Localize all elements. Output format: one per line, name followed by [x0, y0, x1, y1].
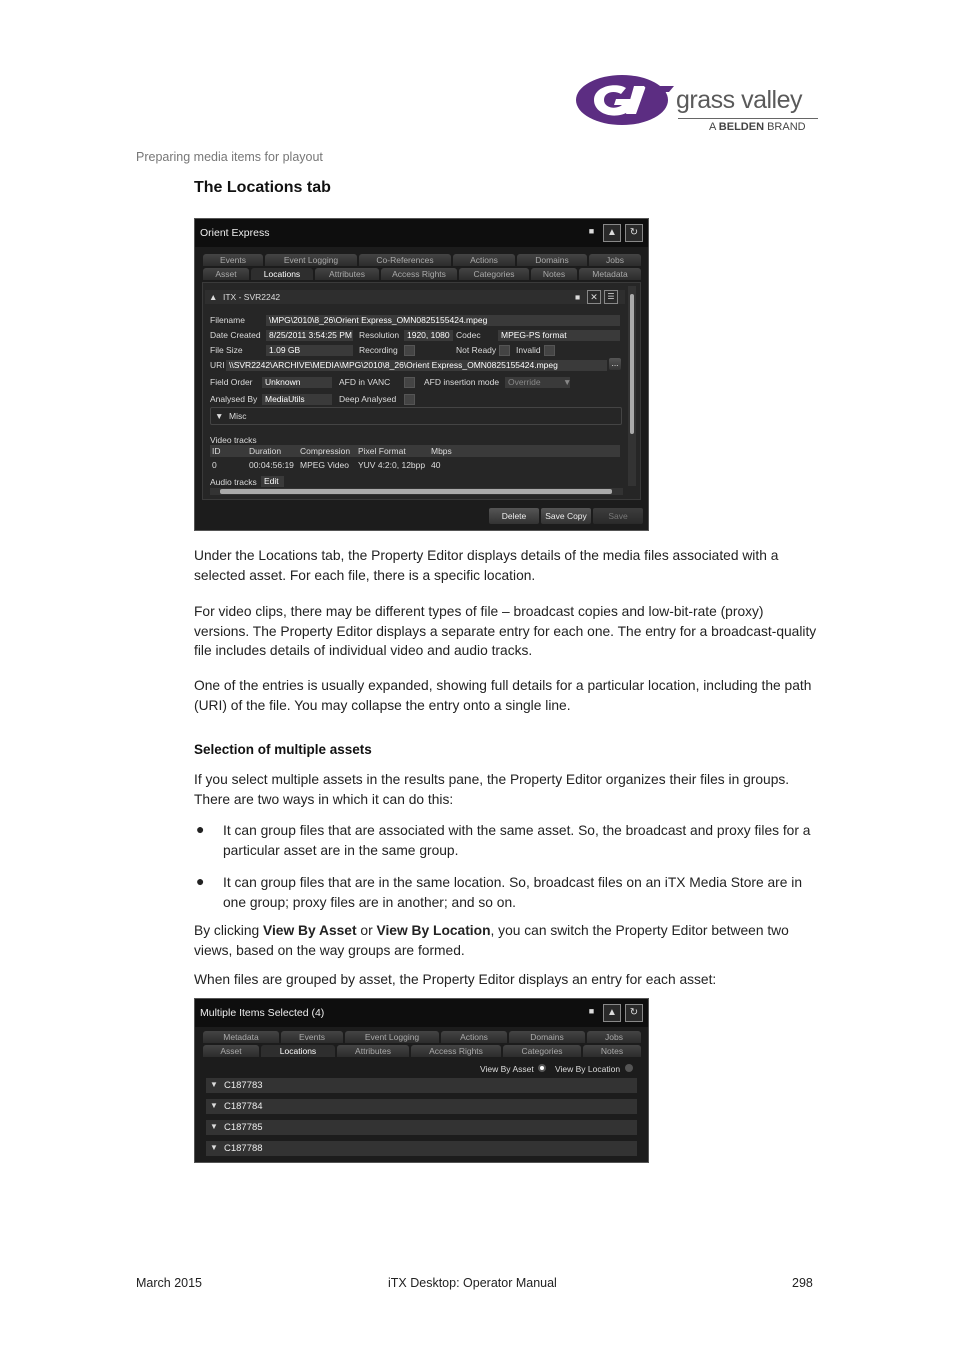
- lock-icon[interactable]: ■: [588, 226, 595, 236]
- cell-duration: 00:04:56:19: [249, 460, 294, 470]
- entry-header: [205, 290, 625, 304]
- file-size-label: File Size: [210, 345, 243, 355]
- window-title: Orient Express: [200, 227, 270, 239]
- tab-co-references[interactable]: Co-References: [359, 254, 451, 266]
- column-id: ID: [212, 446, 221, 456]
- file-size-field[interactable]: 1.09 GB: [266, 345, 353, 356]
- uri-field[interactable]: \\SVR2242\ARCHIVE\MEDIA\MPG\2010\8_26\Orient Express_OMN0825155424.mpeg: [226, 360, 607, 371]
- tab-domains[interactable]: Domains: [509, 1031, 585, 1043]
- delete-button[interactable]: Delete: [489, 508, 539, 524]
- uri-label: URI: [210, 360, 225, 370]
- column-mbps: Mbps: [431, 446, 452, 456]
- invalid-label: Invalid: [516, 345, 541, 355]
- chevron-down-icon: ▼: [210, 1122, 218, 1131]
- location-panel: [202, 282, 641, 500]
- cell-id: 0: [212, 460, 217, 470]
- paragraph-multi: If you select multiple assets in the results pane, the Property Editor organizes their files in groups. There are two ways in which it can do this:: [194, 772, 790, 807]
- tab-jobs[interactable]: Jobs: [589, 254, 641, 266]
- deep-analysed-checkbox[interactable]: [404, 394, 415, 405]
- lock-icon[interactable]: ■: [575, 292, 581, 302]
- asset-group-label: C187784: [224, 1101, 263, 1112]
- vertical-scrollbar[interactable]: [628, 286, 636, 486]
- chevron-down-icon: ▼: [210, 1080, 218, 1089]
- menu-icon[interactable]: ☰: [604, 290, 618, 304]
- table-row[interactable]: [210, 459, 620, 471]
- tab-locations[interactable]: Locations: [261, 1045, 335, 1057]
- tab-metadata[interactable]: Metadata: [203, 1031, 279, 1043]
- tab-actions[interactable]: Actions: [441, 1031, 507, 1043]
- audio-tracks-label: Audio tracks: [210, 477, 257, 487]
- radio-selected-dot: [540, 1066, 544, 1070]
- cell-compression: MPEG Video: [300, 460, 349, 470]
- paragraph-2: For video clips, there may be different types of file – broadcast copies and low-bit-rate (proxy) versions. The Property Editor displays a separate entry for each one. The entry for a broadcast-quality file includes details of individual video and audio tracks.: [194, 604, 817, 659]
- entry-title: ITX - SVR2242: [223, 292, 281, 302]
- cell-mbps: 40: [431, 460, 441, 470]
- user-lock-icon[interactable]: ▲: [603, 224, 621, 242]
- not-ready-checkbox[interactable]: [499, 345, 510, 356]
- resolution-field[interactable]: 1920, 1080: [404, 330, 453, 341]
- tab-locations[interactable]: Locations: [251, 268, 313, 280]
- tab-events[interactable]: Events: [203, 254, 263, 266]
- column-compression: Compression: [300, 446, 351, 456]
- resolution-label: Resolution: [359, 330, 400, 340]
- scrollbar-thumb[interactable]: [220, 489, 612, 494]
- bullet-1: It can group files that are associated with the same asset. So, the broadcast and proxy files for a particular asset are in the same group.: [223, 823, 811, 858]
- tab-notes[interactable]: Notes: [583, 1045, 641, 1057]
- afd-in-vanc-checkbox[interactable]: [404, 377, 415, 388]
- column-pixel-format: Pixel Format: [358, 446, 406, 456]
- paragraph-1: Under the Locations tab, the Property Editor displays details of the media files associated with a selected asset. For each file, there is a specific location.: [194, 548, 779, 583]
- footer-date: March 2015: [136, 1276, 203, 1290]
- refresh-icon[interactable]: ↻: [625, 1004, 643, 1022]
- analysed-by-field[interactable]: MediaUtils: [262, 394, 332, 405]
- window-titlebar: [195, 999, 648, 1027]
- text-span: By clicking: [194, 923, 264, 938]
- footer-manual-title: iTX Desktop: Operator Manual: [388, 1276, 557, 1290]
- text-span: or: [356, 923, 377, 938]
- bullet-marker: ●: [196, 873, 205, 889]
- video-tracks-label: Video tracks: [210, 435, 257, 445]
- invalid-checkbox[interactable]: [544, 345, 555, 356]
- running-header: Preparing media items for playout: [136, 150, 323, 164]
- view-by-location-term: View By Location: [376, 923, 491, 938]
- chevron-down-icon: ▼: [215, 411, 224, 421]
- tab-events[interactable]: Events: [281, 1031, 343, 1043]
- chevron-down-icon[interactable]: ▼: [563, 377, 572, 387]
- codec-label: Codec: [456, 330, 481, 340]
- browse-uri-button[interactable]: ...: [609, 358, 621, 370]
- brand-sub-bold: BELDEN: [718, 121, 765, 133]
- video-tracks-header: [210, 445, 620, 457]
- window-title: Multiple Items Selected (4): [200, 1007, 325, 1019]
- tab-event-logging[interactable]: Event Logging: [345, 1031, 439, 1043]
- tab-attributes[interactable]: Attributes: [315, 268, 379, 280]
- edit-audio-button[interactable]: Edit: [261, 476, 284, 487]
- view-by-location-radio[interactable]: [625, 1064, 633, 1072]
- bullet-2: It can group files that are in the same location. So, broadcast files on an iTX Media Store are in one group; proxy files are in another; and so on.: [223, 875, 803, 910]
- misc-section[interactable]: [210, 407, 622, 425]
- codec-field[interactable]: MPEG-PS format: [498, 330, 620, 341]
- paragraph-view: [194, 921, 820, 960]
- horizontal-scrollbar[interactable]: [210, 488, 623, 495]
- chevron-down-icon: ▼: [210, 1101, 218, 1110]
- asset-group-label: C187788: [224, 1143, 263, 1154]
- afd-insertion-mode-select[interactable]: Override: [505, 377, 570, 388]
- subsection-heading: Selection of multiple assets: [194, 742, 372, 757]
- tab-jobs[interactable]: Jobs: [587, 1031, 641, 1043]
- tab-asset[interactable]: Asset: [203, 268, 249, 280]
- scrollbar-thumb[interactable]: [630, 294, 634, 434]
- field-order-field[interactable]: Unknown: [262, 377, 332, 388]
- tab-metadata[interactable]: Metadata: [579, 268, 641, 280]
- brand-divider: [678, 118, 818, 119]
- text-span: , you can switch the Property Editor between two views, based on the way groups are formed.: [194, 923, 789, 958]
- property-editor-multi-window: [194, 998, 649, 1163]
- analysed-by-label: Analysed By: [210, 394, 258, 404]
- brand-name: grass valley: [676, 86, 802, 114]
- date-created-field[interactable]: 8/25/2011 3:54:25 PM: [266, 330, 353, 341]
- deep-analysed-label: Deep Analysed: [339, 394, 397, 404]
- tab-notes[interactable]: Notes: [531, 268, 577, 280]
- lock-icon[interactable]: ■: [588, 1006, 595, 1016]
- save-button[interactable]: Save: [593, 508, 643, 524]
- tab-attributes[interactable]: Attributes: [337, 1045, 409, 1057]
- brand-sub-suffix: BRAND: [767, 121, 806, 133]
- paragraph-grouped: When files are grouped by asset, the Property Editor displays an entry for each asset:: [194, 972, 717, 987]
- bullet-marker: ●: [196, 821, 205, 837]
- user-lock-icon[interactable]: ▲: [603, 1004, 621, 1022]
- tab-actions[interactable]: Actions: [453, 254, 515, 266]
- tab-domains[interactable]: Domains: [517, 254, 587, 266]
- refresh-icon[interactable]: ↻: [625, 224, 643, 242]
- window-titlebar: [195, 219, 648, 247]
- afd-in-vanc-label: AFD in VANC: [339, 377, 391, 387]
- view-by-location-label[interactable]: View By Location: [555, 1064, 621, 1074]
- view-by-asset-label[interactable]: View By Asset: [480, 1064, 534, 1074]
- view-by-asset-radio[interactable]: [538, 1064, 546, 1072]
- tab-event-logging[interactable]: Event Logging: [265, 254, 357, 266]
- misc-label: Misc: [229, 411, 247, 421]
- tab-categories[interactable]: Categories: [503, 1045, 581, 1057]
- recording-checkbox[interactable]: [404, 345, 415, 356]
- filename-label: Filename: [210, 315, 245, 325]
- filename-field[interactable]: \MPG\2010\8_26\Orient Express_OMN0825155424.mpeg: [266, 315, 620, 326]
- asset-group-row[interactable]: [206, 1141, 637, 1156]
- tab-access-rights[interactable]: Access Rights: [381, 268, 457, 280]
- section-heading: The Locations tab: [194, 179, 331, 196]
- not-ready-label: Not Ready: [456, 345, 497, 355]
- afd-insertion-mode-label: AFD insertion mode: [424, 377, 500, 387]
- brand-sub-prefix: A: [709, 121, 716, 133]
- delete-entry-icon[interactable]: ✕: [587, 290, 601, 304]
- tab-asset[interactable]: Asset: [203, 1045, 259, 1057]
- collapse-icon[interactable]: ▲: [209, 292, 218, 302]
- asset-group-label: C187785: [224, 1122, 263, 1133]
- property-editor-window: [194, 218, 649, 531]
- field-order-label: Field Order: [210, 377, 253, 387]
- paragraph-3: One of the entries is usually expanded, showing full details for a particular location, including the path (URI) of the file. You may collapse the entry onto a single line.: [194, 678, 812, 713]
- asset-group-row[interactable]: [206, 1099, 637, 1114]
- cell-pixel-format: YUV 4:2:0, 12bpp: [358, 460, 426, 470]
- column-duration: Duration: [249, 446, 282, 456]
- view-by-asset-term: View By Asset: [263, 923, 357, 938]
- chevron-down-icon: ▼: [210, 1143, 218, 1152]
- tab-access-rights[interactable]: Access Rights: [411, 1045, 501, 1057]
- recording-label: Recording: [359, 345, 398, 355]
- save-copy-button[interactable]: Save Copy: [541, 508, 591, 524]
- asset-group-label: C187783: [224, 1080, 263, 1091]
- asset-group-row[interactable]: [206, 1120, 637, 1135]
- footer-page-number: 298: [792, 1276, 813, 1290]
- date-created-label: Date Created: [210, 330, 261, 340]
- asset-group-row[interactable]: [206, 1078, 637, 1093]
- brand-subtitle: [709, 121, 806, 133]
- tab-categories[interactable]: Categories: [459, 268, 529, 280]
